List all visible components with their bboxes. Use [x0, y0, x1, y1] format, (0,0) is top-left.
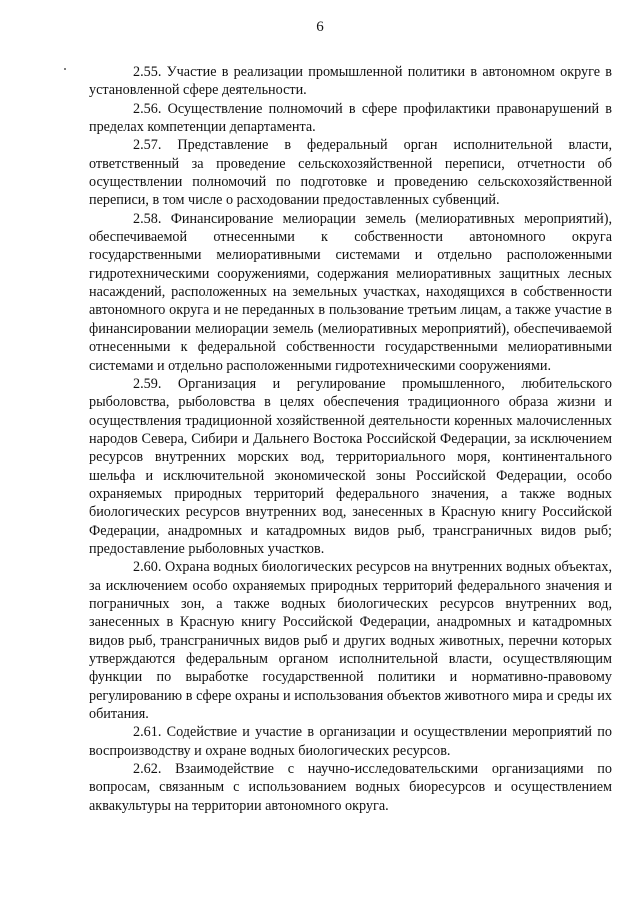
page-number: 6	[316, 19, 324, 35]
paragraph-2-56: 2.56. Осуществление полномочий в сфере профилактики правонарушений в пределах компетенции департамента.	[89, 100, 612, 136]
scan-speck	[64, 68, 66, 70]
paragraph-2-62: 2.62. Взаимодействие с научно-исследовательскими организациями по вопросам, связанным с использованием водных биоресурсов и осуществлением аквакультуры на территории автономного округа.	[89, 761, 612, 814]
paragraph-2-55: 2.55. Участие в реализации промышленной политики в автономном округе в установленной сфере деятельности.	[89, 64, 612, 99]
paragraph-2-61: 2.61. Содействие и участие в организации и осуществлении мероприятий по воспроизводству и охране водных биологических ресурсов.	[89, 724, 612, 759]
paragraph-2-60: 2.60. Охрана водных биологических ресурсов на внутренних водных объектах, за исключением особо охраняемых природных территорий федерального значения и пограничных зон, а также водных биологических ресурсов внутренних вод, занесенных в Красную книгу Российской Федерации, анадромных и катадромных видов рыб, трансграничных видов рыб и других водных животных, перечни которых утверждаются федеральным органом исполнительной власти, осуществляющим функции по выработке государственной политики и нормативно-правовому регулированию в сфере охраны и использования объектов животного мира и среды их обитания.	[89, 559, 612, 723]
paragraph-2-57: 2.57. Представление в федеральный орган исполнительной власти, ответственный за проведение сельскохозяйственной переписи, отчетности об осуществлении полномочий по подготовке и проведению сельскохозяйственной переписи, в том числе о расходовании предоставленных субвенций.	[89, 137, 612, 209]
document-body	[89, 63, 612, 815]
paragraph-2-59: 2.59. Организация и регулирование промышленного, любительского рыболовства, рыболовства в целях обеспечения традиционного образа жизни и осуществления традиционной хозяйственной деятельности коренных малочисленных народов Севера, Сибири и Дальнего Востока Российской Федерации, за исключением ресурсов внутренних морских вод, территориального моря, континентального шельфа и исключительной экономической зоны Российской Федерации, особо охраняемых природных территорий федерального значения, а также водных биологических ресурсов внутренних вод, занесенных в Красную книгу Российской Федерации, анадромных и катадромных видов рыб, трансграничных видов рыб; предоставление рыболовных участков.	[89, 375, 612, 557]
paragraph-2-58: 2.58. Финансирование мелиорации земель (мелиоративных мероприятий), обеспечиваемой отнесенными к собственности автономного округа государственными мелиоративными системами и отдельно расположенными гидротехническими сооружениями, содержания мелиоративных защитных лесных насаждений, расположенных на земельных участках, находящихся в собственности автономного округа и не переданных в пользование третьим лицам, а также участие в финансировании мелиорации земель (мелиоративных мероприятий), обеспечиваемой отнесенными к федеральной собственности государственными мелиоративными системами и отдельно расположенными гидротехническими сооружениями.	[89, 210, 612, 374]
